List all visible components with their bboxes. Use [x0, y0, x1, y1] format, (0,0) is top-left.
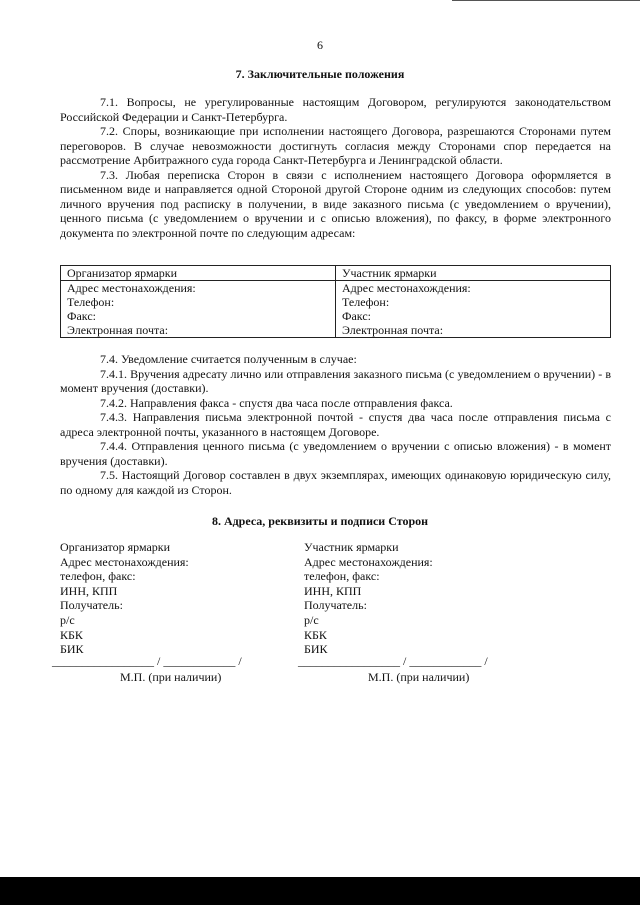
participant-requisites — [304, 540, 433, 657]
section-7-body — [60, 95, 611, 240]
requisite-line: р/с — [304, 612, 319, 627]
requisite-line: БИК — [60, 642, 84, 657]
requisite-line: Адрес местонахождения: — [60, 554, 189, 569]
organizer-stamp-label: М.П. (при наличии) — [120, 670, 222, 684]
requisite-line: ИНН, КПП — [304, 583, 362, 598]
top-rule — [452, 0, 640, 1]
table-cell: Факс: — [61, 309, 336, 323]
table-cell: Адрес местонахождения: — [61, 281, 336, 296]
clause-7-4-block — [60, 352, 611, 497]
requisite-line: Участник ярмарки — [304, 540, 399, 554]
table-header-row — [61, 266, 611, 281]
participant-signature-line: _________________ / ____________ / — [298, 654, 488, 668]
organizer-requisites — [60, 540, 189, 657]
table-cell: Электронная почта: — [336, 323, 611, 338]
requisite-line: р/с — [60, 612, 75, 627]
table-row — [61, 281, 611, 296]
page-number: 6 — [317, 38, 323, 52]
contacts-table — [60, 265, 611, 338]
table-cell: Факс: — [336, 309, 611, 323]
organizer-signature-line: _________________ / ____________ / — [52, 654, 242, 668]
requisite-line: телефон, факс: — [304, 569, 380, 584]
clause-7-1: 7.1. Вопросы, не урегулированные настоящим Договором, регулируются законодательством Российской Федерации и Санкт-Петербурга. — [60, 95, 611, 124]
section-8-title: 8. Адреса, реквизиты и подписи Сторон — [211, 514, 429, 528]
scan-edge-bar — [0, 877, 640, 905]
table-header-participant: Участник ярмарки — [336, 266, 611, 281]
requisite-line: Организатор ярмарки — [60, 540, 171, 554]
requisite-line: телефон, факс: — [60, 569, 136, 584]
requisite-line: Получатель: — [60, 598, 123, 613]
table-cell: Электронная почта: — [61, 323, 336, 338]
clause-7-4: 7.4. Уведомление считается полученным в случае: — [100, 352, 357, 366]
participant-stamp-label: М.П. (при наличии) — [368, 670, 470, 684]
table-header-organizer: Организатор ярмарки — [61, 266, 336, 281]
table-row — [61, 309, 611, 323]
table-row — [61, 323, 611, 338]
requisite-line: Адрес местонахождения: — [304, 554, 433, 569]
clause-7-4-1: 7.4.1. Вручения адресату лично или отправления заказного письма (с уведомлением о вручении) - в момент вручения (доставки). — [60, 366, 611, 395]
clause-7-4-2: 7.4.2. Направления факса - спустя два часа после отправления факса. — [100, 395, 453, 410]
clause-7-5: 7.5. Настоящий Договор составлен в двух экземплярах, имеющих одинаковую юридическую силу, по одному для каждой из Сторон. — [60, 468, 611, 497]
requisite-line: Получатель: — [304, 598, 367, 613]
requisite-line: КБК — [60, 627, 83, 642]
requisite-line: БИК — [304, 642, 328, 657]
clause-7-4-3: 7.4.3. Направления письма электронной почтой - спустя два часа после отправления письма с адреса электронной почты, указанного в настоящем Договоре. — [60, 410, 611, 439]
table-cell: Телефон: — [336, 295, 611, 309]
requisite-line: ИНН, КПП — [60, 583, 118, 598]
section-7-title: 7. Заключительные положения — [235, 67, 405, 81]
table-cell: Телефон: — [61, 295, 336, 309]
clause-7-2: 7.2. Споры, возникающие при исполнении настоящего Договора, разрешаются Сторонами путем переговоров. В случае невозможности достигнуть согласия между Сторонами спор передается на рассмотрение Арбитражного суда города Санкт-Петербурга и Ленинградской области. — [60, 124, 611, 167]
clause-7-3: 7.3. Любая переписка Сторон в связи с исполнением настоящего Договора оформляется в письменном виде и направляется одной Стороной другой Стороне одним из следующих способов: путем личного вручения под расписку в получении, в виде заказного письма (с уведомлением о вручении), ценного письма (с уведомлением о вручении и с описью вложения), по факсу, в форме электронного документа по электронной почте по следующим адресам: — [60, 167, 611, 240]
clause-7-4-4: 7.4.4. Отправления ценного письма (с уведомлением о вручении с описью вложения) - в момент вручения (доставки). — [60, 439, 611, 468]
table-cell: Адрес местонахождения: — [336, 281, 611, 296]
table-row — [61, 295, 611, 309]
requisite-line: КБК — [304, 627, 327, 642]
